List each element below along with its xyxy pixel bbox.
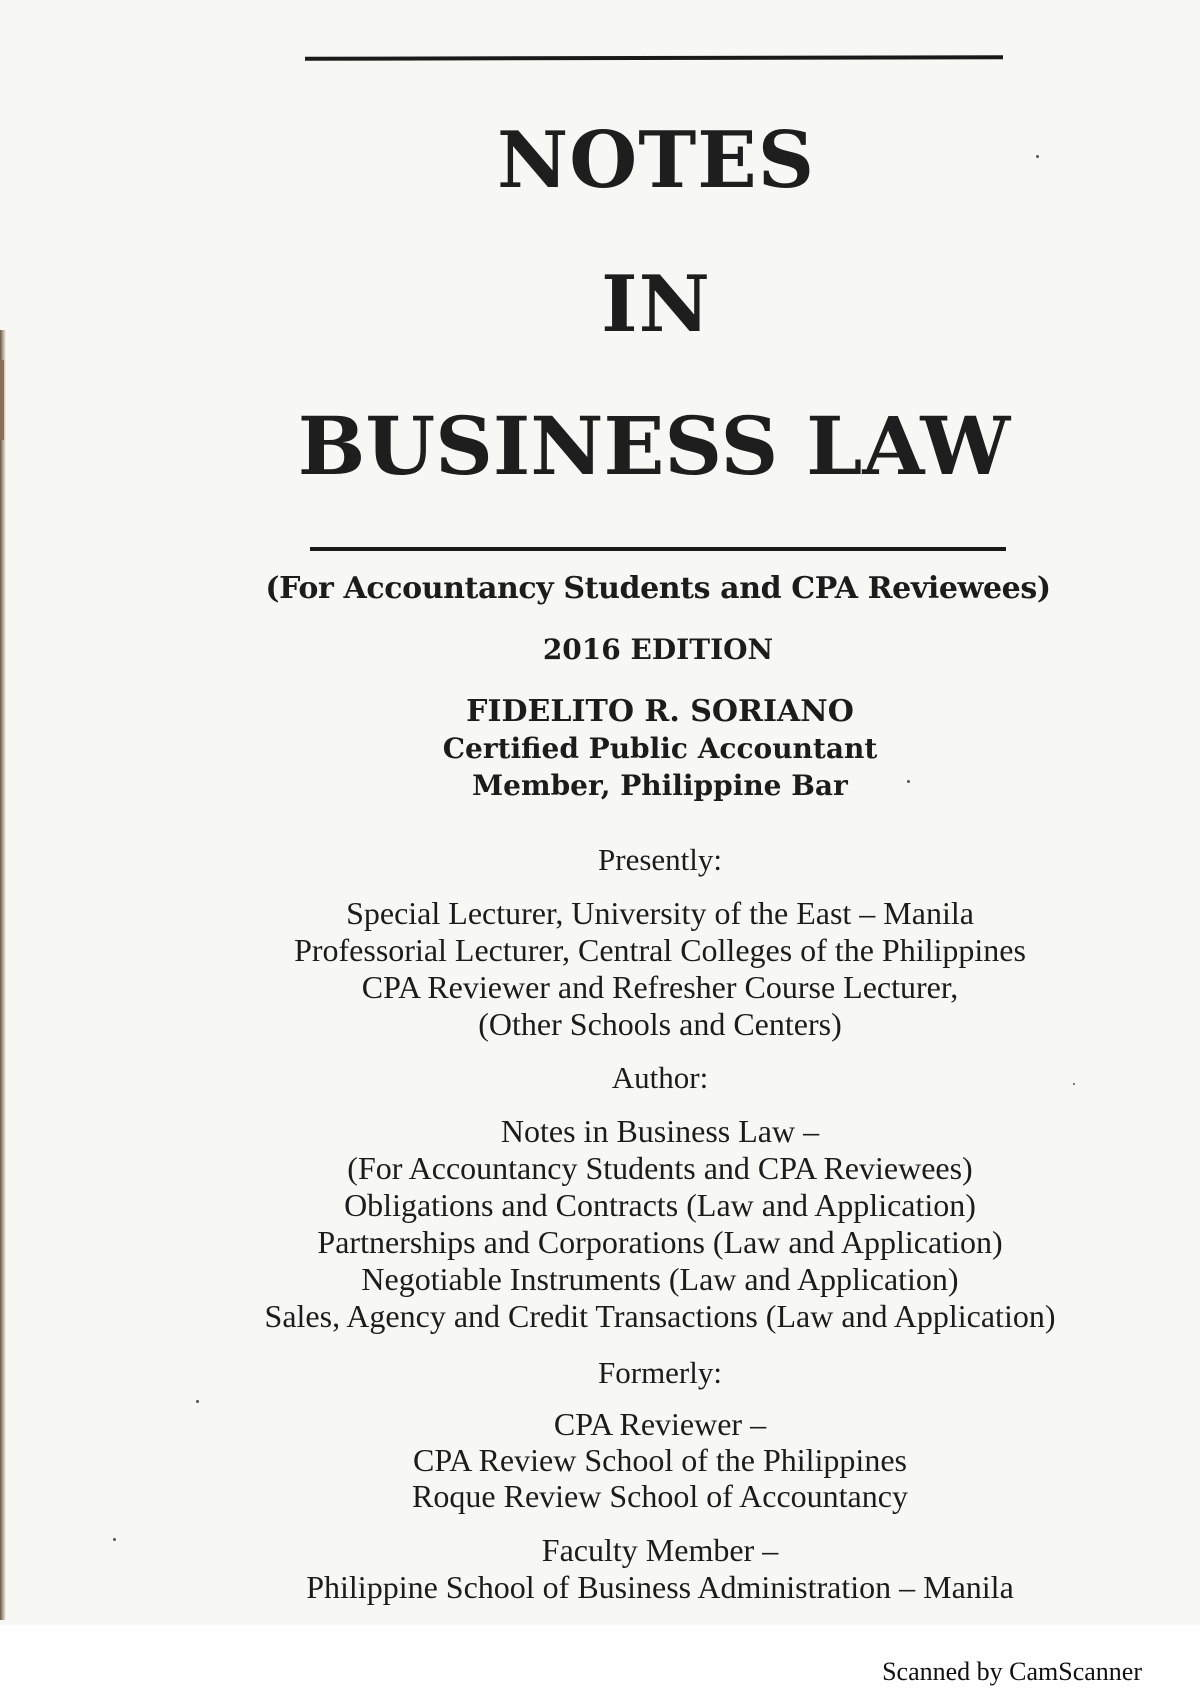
top-rule	[305, 55, 1003, 60]
author-work-line: Notes in Business Law –	[500, 1113, 820, 1149]
author-work-line: Partnerships and Corporations (Law and Application)	[317, 1224, 1003, 1260]
scan-speck	[1036, 155, 1039, 158]
formerly-line: Philippine School of Business Administration – Manila	[306, 1569, 1014, 1605]
author-work-line: (For Accountancy Students and CPA Reviewees)	[347, 1150, 973, 1186]
scan-speck	[113, 1538, 116, 1541]
formerly-line: Faculty Member –	[541, 1532, 779, 1568]
presently-line: Professorial Lecturer, Central Colleges of the Philippines	[294, 932, 1026, 968]
author-work-line: Obligations and Contracts (Law and Application)	[344, 1187, 976, 1223]
edition: 2016 EDITION	[542, 633, 774, 666]
author-work-line: Sales, Agency and Credit Transactions (Law and Application)	[264, 1298, 1056, 1334]
title-line-business-law: BUSINESS LAW	[297, 399, 1011, 493]
formerly-line: Roque Review School of Accountancy	[412, 1478, 908, 1514]
camscanner-watermark: Scanned by CamScanner	[882, 1657, 1142, 1686]
author-heading: Author:	[611, 1060, 709, 1095]
title-rule	[310, 547, 1006, 551]
scan-speck	[907, 780, 910, 783]
presently-line: (Other Schools and Centers)	[478, 1006, 842, 1042]
scan-speck	[1073, 1083, 1075, 1085]
formerly-heading: Formerly:	[598, 1355, 722, 1390]
page-edge-mark	[0, 360, 4, 440]
title-line-notes: NOTES	[496, 115, 816, 206]
presently-line: Special Lecturer, University of the East – Manila	[346, 895, 974, 931]
scan-speck	[196, 1400, 199, 1403]
author-work-line: Negotiable Instruments (Law and Application)	[361, 1261, 959, 1297]
author-credential: Member, Philippine Bar	[472, 769, 848, 802]
page-edge-shadow	[0, 330, 6, 1620]
presently-heading: Presently:	[598, 842, 722, 877]
formerly-line: CPA Review School of the Philippines	[413, 1442, 907, 1478]
author-credential: Certified Public Accountant	[442, 732, 878, 765]
presently-line: CPA Reviewer and Refresher Course Lecturer,	[361, 969, 959, 1005]
subtitle: (For Accountancy Students and CPA Reviewees)	[265, 571, 1051, 606]
title-line-in: IN	[601, 259, 711, 350]
formerly-line: CPA Reviewer –	[553, 1406, 767, 1442]
author-name: FIDELITO R. SORIANO	[466, 694, 854, 729]
